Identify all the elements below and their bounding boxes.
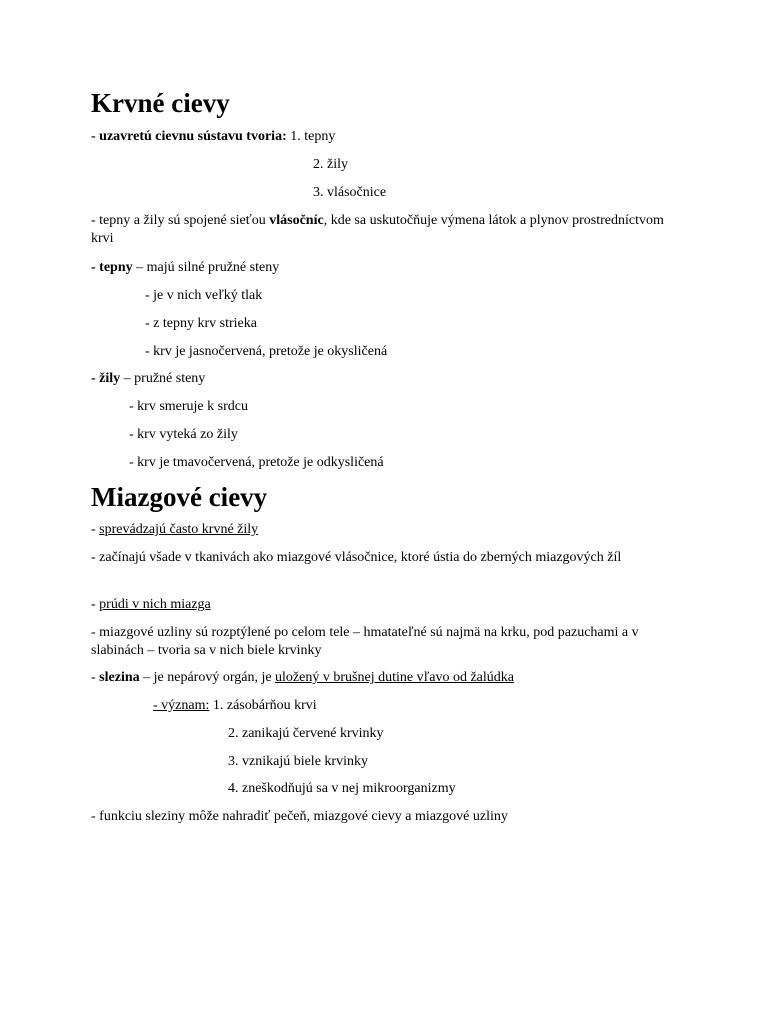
- zily-item: - krv je tmavočervená, pretože je odkysličená: [129, 455, 384, 470]
- zily-line: [91, 370, 205, 388]
- intro-item-2: 2. žily: [313, 157, 348, 172]
- heading-miazgove-cievy: Miazgové cievy: [91, 482, 268, 512]
- zily-rest: – pružné steny: [120, 371, 206, 386]
- p3-dash: -: [91, 597, 100, 612]
- tepny-item: - z tepny krv strieka: [145, 316, 257, 331]
- slezina-underlined: uložený v brušnej dutine vľavo od žalúdka: [275, 670, 515, 685]
- vyznam-item: 2. zanikajú červené krvinky: [228, 726, 384, 741]
- tepny-item: - je v nich veľký tlak: [145, 288, 263, 303]
- miazga-p1: [91, 521, 258, 539]
- slezina-bold: slezina: [99, 670, 140, 685]
- p1-dash: -: [91, 522, 100, 537]
- zily-bold: - žily: [91, 371, 121, 386]
- connect-pre-text: - tepny a žily sú spojené sieťou: [91, 213, 270, 228]
- zily-item: - krv smeruje k srdcu: [129, 399, 248, 414]
- intro-bold-text: - uzavretú cievnu sústavu tvoria:: [91, 129, 287, 144]
- intro-item-3: 3. vlásočnice: [313, 185, 387, 200]
- tepny-line: [91, 259, 279, 277]
- heading-krvne-cievy: Krvné cievy: [91, 88, 230, 118]
- intro-line: [91, 128, 335, 146]
- tepny-bold: - tepny: [91, 260, 133, 275]
- last-paragraph: - funkciu sleziny môže nahradiť pečeň, miazgové cievy a miazgové uzliny: [91, 809, 508, 824]
- miazga-p4: - miazgové uzliny sú rozptýlené po celom tele – hmatateľné sú najmä na krku, pod pazuchami a v slabinách – tvoria sa v nich biele krvinky: [91, 625, 639, 658]
- vyznam-line: [153, 697, 317, 715]
- vyznam-label: - význam:: [153, 698, 210, 713]
- slezina-dash: -: [91, 670, 100, 685]
- tepny-item: - krv je jasnočervená, pretože je okysličená: [145, 344, 388, 359]
- slezina-mid: – je nepárový orgán, je: [139, 670, 276, 685]
- intro-item-1: 1. tepny: [290, 129, 336, 144]
- p1-underlined: sprevádzajú často krvné žily: [99, 522, 259, 537]
- miazga-p2: - začínajú všade v tkanivách ako miazgové vlásočnice, ktoré ústia do zberných miazgových žíl: [91, 550, 622, 565]
- miazga-p3: [91, 596, 211, 614]
- vyznam-item: 3. vznikajú biele krvinky: [228, 754, 368, 769]
- slezina-line: [91, 669, 514, 687]
- connect-paragraph: [91, 212, 681, 248]
- tepny-rest: – majú silné pružné steny: [132, 260, 280, 275]
- p3-underlined: prúdi v nich miazga: [99, 597, 211, 612]
- connect-bold-text: vlásočníc: [269, 213, 324, 228]
- zily-item: - krv vyteká zo žily: [129, 427, 238, 442]
- connect-post-text: , kde sa uskutočňuje výmena látok a plynov prostredníctvom krvi: [91, 213, 664, 246]
- vyznam-item: 4. zneškodňujú sa v nej mikroorganizmy: [228, 781, 456, 796]
- vyznam-item-1: 1. zásobárňou krvi: [209, 698, 317, 713]
